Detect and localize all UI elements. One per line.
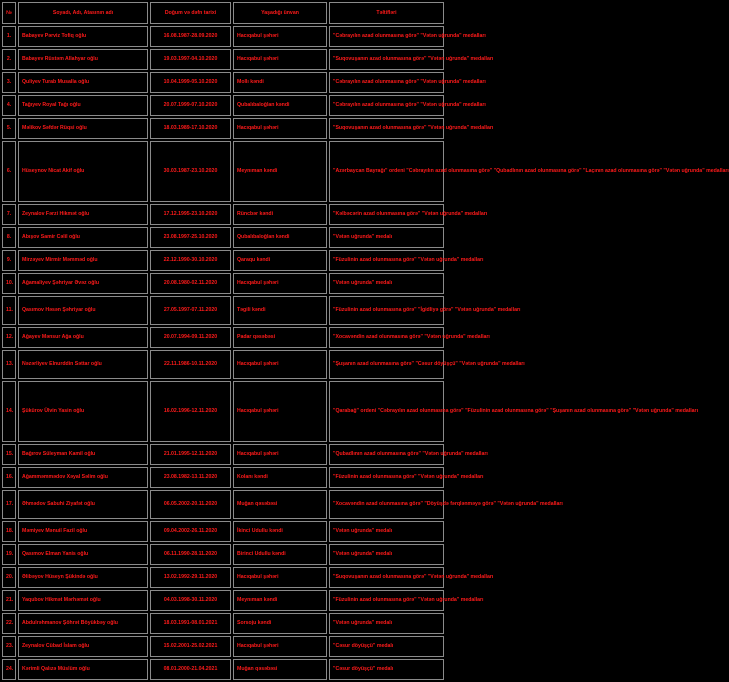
row-place: Muğan qəsəbəsi	[233, 490, 327, 519]
header-awards: Təltifləri	[329, 2, 444, 24]
row-awards: "Cəbrayılın azad olunmasına görə" "Vətən uğrunda" medalları	[329, 95, 444, 116]
header-dates: Doğum və dəfn tarixi	[150, 2, 231, 24]
row-awards: "Xocavəndin azad olunmasına görə" "Vətən uğrunda" medalları	[329, 327, 444, 348]
row-place: Rüncbər kəndi	[233, 204, 327, 225]
table-row	[2, 204, 444, 225]
row-name: Quliyev Turab Musalla oğlu	[18, 72, 148, 93]
table-row	[2, 141, 444, 202]
row-number: 7.	[2, 204, 16, 225]
row-number: 8.	[2, 227, 16, 248]
table-row	[2, 49, 444, 70]
table-body	[2, 26, 729, 680]
row-name: Bağırov Süleyman Kamil oğlu	[18, 444, 148, 465]
row-place: Qubalıbaloğlan kəndi	[233, 95, 327, 116]
row-place: Hacıqabul şəhəri	[233, 444, 327, 465]
row-name: Zeynalov Cübad İslam oğlu	[18, 636, 148, 657]
row-dates: 23.08.1997-25.10.2020	[150, 227, 231, 248]
table-row	[2, 95, 444, 116]
row-place: Meynıman kəndi	[233, 590, 327, 611]
row-number: 3.	[2, 72, 16, 93]
row-place: Muğan qəsəbəsi	[233, 659, 327, 680]
row-number: 14.	[2, 381, 16, 442]
row-awards: "Füzulinin azad olunmasına görə" "Vətən uğrunda" medalları	[329, 250, 444, 271]
row-awards: "Cəsur döyüşçü" medalı	[329, 636, 444, 657]
row-dates: 27.05.1997-07.11.2020	[150, 296, 231, 325]
row-number: 6.	[2, 141, 16, 202]
table-row	[2, 613, 444, 634]
row-dates: 20.07.1999-07.10.2020	[150, 95, 231, 116]
table-row	[2, 72, 444, 93]
row-place: Hacıqabul şəhəri	[233, 26, 327, 47]
row-number: 23.	[2, 636, 16, 657]
row-dates: 16.02.1996-12.11.2020	[150, 381, 231, 442]
row-dates: 17.12.1995-23.10.2020	[150, 204, 231, 225]
row-name: Hüseynov Nicat Akif oğlu	[18, 141, 148, 202]
row-name: Qasımov Həsən Şəhriyar oğlu	[18, 296, 148, 325]
row-awards: "Füzulinin azad olunmasına görə" "İgidliyə görə" "Vətən uğrunda" medalları	[329, 296, 444, 325]
row-place: Hacıqabul şəhəri	[233, 49, 327, 70]
table-row	[2, 544, 444, 565]
row-name: Abışov Samir Cəlil oğlu	[18, 227, 148, 248]
row-dates: 06.11.1990-28.11.2020	[150, 544, 231, 565]
row-dates: 21.01.1995-12.11.2020	[150, 444, 231, 465]
row-awards: "Füzulinin azad olunmasına görə" "Vətən uğrunda" medalları	[329, 467, 444, 488]
row-place: Hacıqabul şəhəri	[233, 350, 327, 379]
row-name: Əhmədov Sabuhi Ziyafət oğlu	[18, 490, 148, 519]
row-number: 18.	[2, 521, 16, 542]
table-row	[2, 444, 444, 465]
row-number: 5.	[2, 118, 16, 139]
row-place: Sorsoju kəndi	[233, 613, 327, 634]
row-place: Hacıqabul şəhəri	[233, 118, 327, 139]
row-dates: 13.02.1992-29.11.2020	[150, 567, 231, 588]
row-dates: 23.08.1982-13.11.2020	[150, 467, 231, 488]
table-row	[2, 490, 444, 519]
row-dates: 15.02.2001-25.02.2021	[150, 636, 231, 657]
row-name: Kərimli Qalızə Müslüm oğlu	[18, 659, 148, 680]
row-number: 2.	[2, 49, 16, 70]
row-dates: 22.12.1990-30.10.2020	[150, 250, 231, 271]
row-name: Babayev Rüstəm Allahyar oğlu	[18, 49, 148, 70]
row-place: Mollı kəndi	[233, 72, 327, 93]
row-dates: 16.08.1987-28.09.2020	[150, 26, 231, 47]
row-place: Hacıqabul şəhəri	[233, 273, 327, 294]
row-place: Kolanı kəndi	[233, 467, 327, 488]
row-number: 12.	[2, 327, 16, 348]
row-place: İkinci Udullu kəndi	[233, 521, 327, 542]
row-name: Abdulrəhmanov Şöhrət Böyükbəy oğlu	[18, 613, 148, 634]
table-row	[2, 273, 444, 294]
header-name: Soyadı, Adı, Atasının adı	[18, 2, 148, 24]
row-name: Şükürov Ülvin Yasin oğlu	[18, 381, 148, 442]
row-name: Babayev Pərviz Tofiq oğlu	[18, 26, 148, 47]
row-awards: "Şuşanın azad olunmasına görə" "Cəsur döyüşçü" "Vətən uğrunda" medalları	[329, 350, 444, 379]
row-name: Ağamməmmədov Xəyal Səlim oğlu	[18, 467, 148, 488]
row-awards: "Vətən uğrunda" medalı	[329, 544, 444, 565]
row-place: Meynıman kəndi	[233, 141, 327, 202]
row-dates: 20.07.1994-09.11.2020	[150, 327, 231, 348]
row-awards: "Suqovuşanın azad olunmasına görə" "Vətən uğrunda" medalları	[329, 567, 444, 588]
row-place: Təgili kəndi	[233, 296, 327, 325]
row-awards: "Xocavəndin azad olunmasına görə" "Döyüşdə fərqlənməyə görə" "Vətən uğrunda" medalları	[329, 490, 444, 519]
row-awards: "Kəlbəcərin azad olunmasına görə" "Vətən uğrunda" medalları	[329, 204, 444, 225]
row-number: 20.	[2, 567, 16, 588]
table-row	[2, 636, 444, 657]
header-place: Yaşadığı ünvan	[233, 2, 327, 24]
row-awards: "Cəsur döyüşçü" medalı	[329, 659, 444, 680]
row-name: Mirzəyev Mirmir Məmməd oğlu	[18, 250, 148, 271]
row-place: Padar qəsəbəsi	[233, 327, 327, 348]
row-dates: 19.03.1997-04.10.2020	[150, 49, 231, 70]
row-name: Nəzərliyev Elnurddin Səttar oğlu	[18, 350, 148, 379]
row-awards: "Azərbaycan Bayrağı" ordeni "Cəbrayılın azad olunmasına görə" "Qubadlının azad olunmasına görə" "Laçının azad olunmasına görə" "Vətən uğrunda" medalları	[329, 141, 444, 202]
table-row	[2, 659, 444, 680]
row-dates: 20.08.1980-02.11.2020	[150, 273, 231, 294]
row-awards: "Vətən uğrunda" medalı	[329, 227, 444, 248]
header-no: №	[2, 2, 16, 24]
table-row	[2, 227, 444, 248]
row-number: 15.	[2, 444, 16, 465]
row-number: 24.	[2, 659, 16, 680]
row-number: 1.	[2, 26, 16, 47]
row-dates: 04.03.1998-30.11.2020	[150, 590, 231, 611]
row-name: Əlibəyov Hüseyn Şükində oğlu	[18, 567, 148, 588]
row-number: 11.	[2, 296, 16, 325]
row-name: Tağıyev Royal Tağı oğlu	[18, 95, 148, 116]
row-awards: "Cəbrayılın azad olunmasına görə" "Vətən uğrunda" medalları	[329, 72, 444, 93]
row-number: 16.	[2, 467, 16, 488]
row-awards: "Vətən uğrunda" medalı	[329, 273, 444, 294]
row-awards: "Cəbrayılın azad olunmasına görə" "Vətən uğrunda" medalları	[329, 26, 444, 47]
row-awards: "Suqovuşanın azad olunmasına görə" "Vətən uğrunda" medalları	[329, 118, 444, 139]
row-dates: 09.04.2002-26.11.2020	[150, 521, 231, 542]
row-dates: 22.11.1986-10.11.2020	[150, 350, 231, 379]
row-name: Məlikov Səfdər Rüqsi oğlu	[18, 118, 148, 139]
table-row	[2, 521, 444, 542]
table-row	[2, 467, 444, 488]
row-dates: 06.05.2002-20.11.2020	[150, 490, 231, 519]
row-awards: "Vətən uğrunda" medalı	[329, 613, 444, 634]
row-number: 22.	[2, 613, 16, 634]
row-number: 17.	[2, 490, 16, 519]
table-row	[2, 590, 444, 611]
row-place: Hacıqabul şəhəri	[233, 636, 327, 657]
table-row	[2, 26, 444, 47]
row-number: 19.	[2, 544, 16, 565]
table-row	[2, 567, 444, 588]
row-name: Ağamaliyev Şəhriyar Əvəz oğlu	[18, 273, 148, 294]
table-row	[2, 296, 444, 325]
row-awards: "Vətən uğrunda" medalı	[329, 521, 444, 542]
row-name: Məmiyev Mənuil Fazil oğlu	[18, 521, 148, 542]
row-number: 9.	[2, 250, 16, 271]
row-awards: "Qubadlının azad olunmasına görə" "Vətən uğrunda" medalları	[329, 444, 444, 465]
row-dates: 18.03.1991-08.01.2021	[150, 613, 231, 634]
row-number: 21.	[2, 590, 16, 611]
row-dates: 30.03.1987-23.10.2020	[150, 141, 231, 202]
table-row	[2, 118, 444, 139]
header-row	[2, 2, 444, 24]
row-dates: 18.03.1989-17.10.2020	[150, 118, 231, 139]
table-row	[2, 250, 444, 271]
row-name: Yaqubov Hikmət Mərhəmət oğlu	[18, 590, 148, 611]
row-number: 4.	[2, 95, 16, 116]
row-place: Hacıqabul şəhəri	[233, 567, 327, 588]
row-dates: 10.04.1999-05.10.2020	[150, 72, 231, 93]
row-name: Ağayev Mənsur Ağa oğlu	[18, 327, 148, 348]
row-place: Hacıqabul şəhəri	[233, 381, 327, 442]
row-name: Qasımov Elman Yanis oğlu	[18, 544, 148, 565]
row-awards: "Füzulinin azad olunmasına görə" "Vətən uğrunda" medalları	[329, 590, 444, 611]
row-dates: 08.01.2000-21.04.2021	[150, 659, 231, 680]
row-number: 13.	[2, 350, 16, 379]
row-awards: "Qarabağ" ordeni "Cəbrayılın azad olunmasına görə" "Füzulinin azad olunmasına görə" "Şuşanın azad olunmasına görə" "Vətən uğrunda" medalları	[329, 381, 444, 442]
row-name: Zeynalov Fərzi Hikmət oğlu	[18, 204, 148, 225]
row-number: 10.	[2, 273, 16, 294]
row-awards: "Suqovuşanın azad olunmasına görə" "Vətən uğrunda" medalları	[329, 49, 444, 70]
row-place: Qaraqu kəndi	[233, 250, 327, 271]
table-row	[2, 327, 444, 348]
table-row	[2, 381, 444, 442]
table-row	[2, 350, 444, 379]
row-place: Birinci Udullu kəndi	[233, 544, 327, 565]
row-place: Qubalıbaloğlan kəndi	[233, 227, 327, 248]
